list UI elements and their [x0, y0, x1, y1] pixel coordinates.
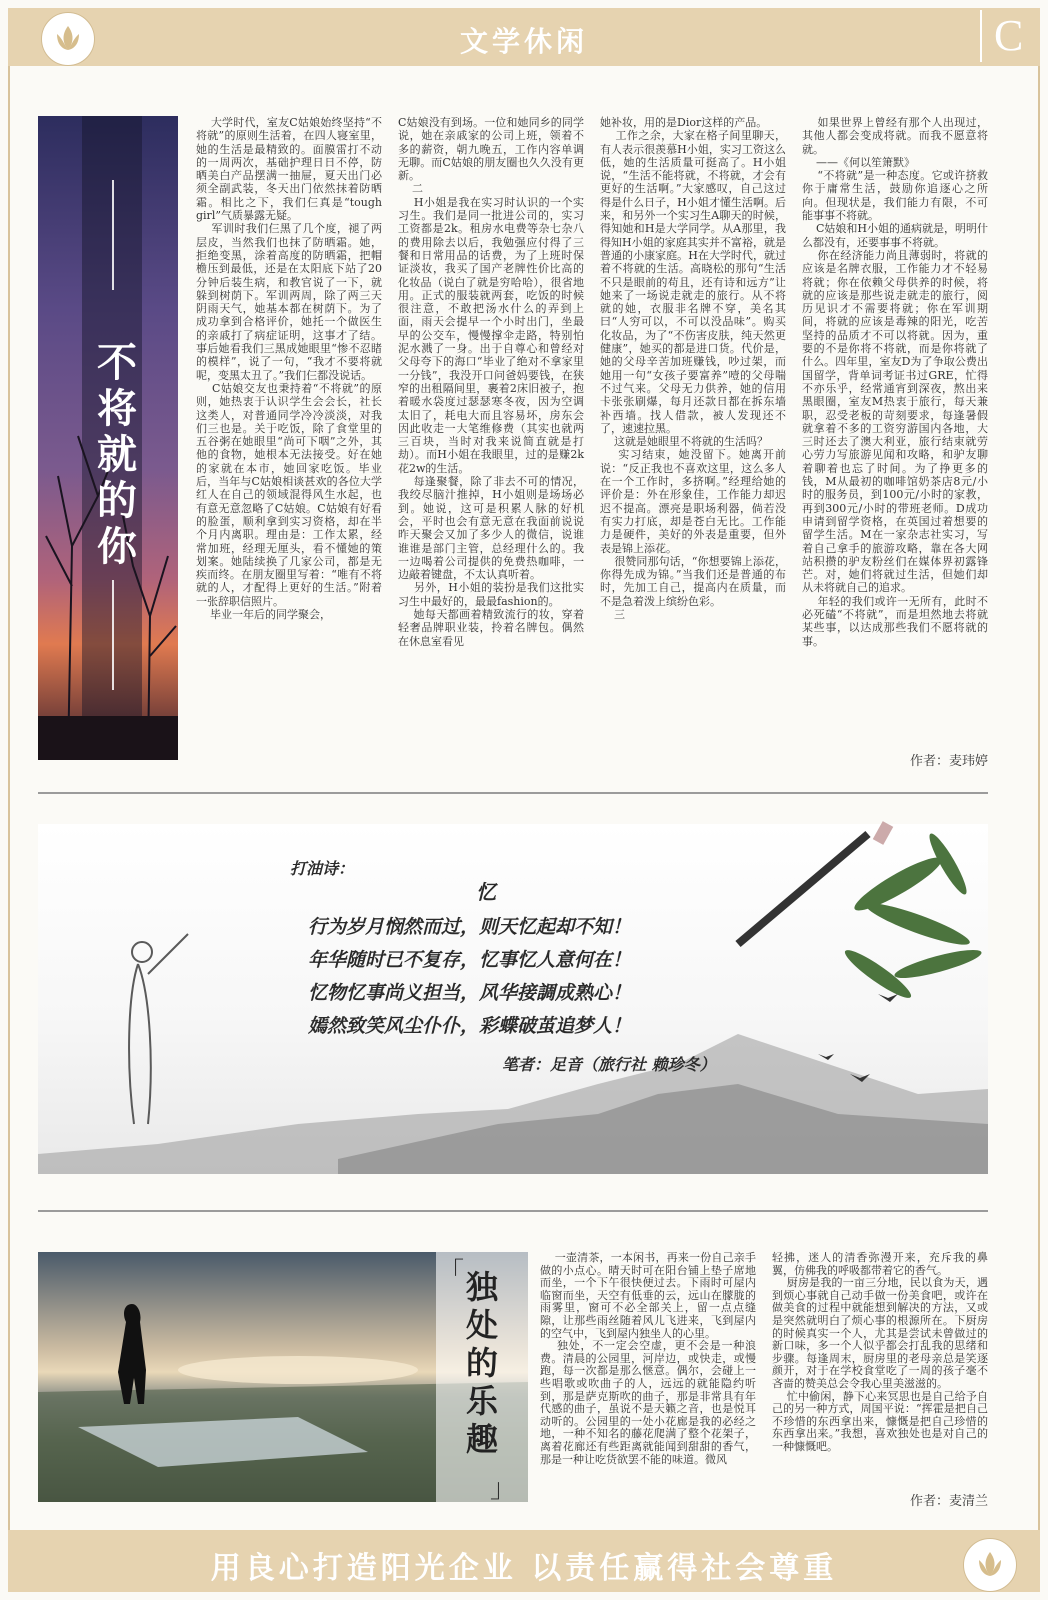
article3-author: 作者：麦清兰 [910, 1494, 989, 1509]
article1-column-2: C姑娘没有到场。一位和她同乡的同学说，她在亲戚家的公司上班，领着不多的薪资，朝九晚五，工作内容单调无聊。而C姑娘的朋友圈也久久没有更新。 二 H小姐是我在实习时认识的一个实习生。我们是同一批进公司的，实习工资都是2k。租房水电费等杂七杂八的费用除去以后，我勉强应付得了三餐和日常用品的话费，为了上班时保证淡妆，我买了国产老牌性价比高的化妆品（说白了就是穷哈哈），很省地用。正式的服装就两套，吃饭的时候很注意，不敢把汤水什么的弄到上面，雨天会提早一个小时出门，坐最早的公交车，慢慢撑伞走路，特别怕泥水溅了一身。出于自尊心和曾经对父母夸下的海口“毕业了绝对不拿家里一分钱”，我没开口问爸妈要钱，在狭窄的出租隔间里，裹着2床旧被子，抱着暖水袋度过瑟瑟寒冬夜，因为空调太旧了，耗电大而且容易坏，房东会因此收走一大笔维修费（其实也就两三百块，当时对我来说简直就是打劫）。而H小姐在我眼里，过的是赚2k花2w的生活。 每逢聚餐，除了非去不可的情况，我绞尽脑汁推掉，H小姐则是场场必到。她说，这可是积累人脉的好机会，平时也会有意无意在我面前说说昨天聚会又加了多少人的微信，说谁谁谁是部门主管，总经理什么的。我一边喝着公司提供的免费热咖啡，一边敲着键盘，不太认真听着。 另外，H小姐的装扮是我们这批实习生中最好的，最最fashion的。 她每天都画着精致流行的妆，穿着轻奢品牌职业装，拎着名牌包。偶然在休息室看见 [398, 116, 584, 648]
article1-column-4: 如果世界上曾经有那个人出现过，其他人都会变成将就。而我不愿意将就。 ——《何以笙箫默》 “不将就”是一种态度。它或许挤救你于庸常生活，鼓励你追逐心之所向。但现状是，我们能力有限，不可能事事不将就。 C姑娘和H小姐的通病就是，明明什么都没有，还要事事不将就。 你在经济能力尚且薄弱时，将就的应该是名牌衣服，工作能力才不轻易将就；你在依赖父母供养的时候，将就的应该是那些说走就走的旅行，阅历见识才不需要将就；你在军训期间，将就的应该是毒辣的阳光，吃苦坚持的品质才不可以将就。因为，重要的不是你将不将就，而是你将就了什么。四年里，室友D为了争取公费出国留学，背单词考证书过GRE，忙得不亦乐乎，经常通宵到深夜，熬出来黑眼圈，室友M热衷于旅行，每天兼职，忍受老板的苛刻要求，每逢暑假就拿着不多的工资穷游国内各地，大三时还去了澳大利亚，旅行结束就劳心劳力写旅游见闻和攻略，和驴友聊着聊着也忘了时间。为了挣更多的钱，M从最初的咖啡馆奶茶店8元/小时的服务员，到100元/小时的家教，再到300元/小时的带班老师。D成功申请到留学资格，在英国过着想要的留学生活。M在一家杂志社实习，写着自己拿手的旅游攻略，靠在各大网站积攒的驴友粉丝们在媒体界初露锋芒。对，她们将就过生活，但她们却从未将就自己的追求。 年轻的我们或许一无所有，此时不必死磕“不将就”，而是坦然地去将就某些事，以达成那些我们不愿将就的事。 [802, 116, 989, 648]
article1-column-3: 她补妆，用的是Dior这样的产品。 工作之余，大家在格子间里聊天，有人表示很羡慕H小姐，实习工资这么低，她的生活质量可挺高了。H小姐说，“生活不能将就，不将就，才会有更好的生活啊。”大家感叹，自己这过得是什么日子，H小姐才懂生活啊。后来，和另外一个实习生A聊天的时候，得知她和H是大学同学。从A那里，我得知H小姐的家庭其实并不富裕，就是普通的小康家庭。H在大学时代，就过着不将就的生活。高晓松的那句“生活不只是眼前的苟且，还有诗和远方”让她来了一场说走就走的旅行。从不将就的她，衣服非名牌不穿，美名其曰“人穷可以，不可以没品味”。购买化妆品，为了“不伤害皮肤，纯天然更健康”，她买的都是进口货。代价是，她的父母辛苦加班赚钱，吵过架，而她用一句“女孩子要富养”噎的父母喘不过气来。父母无力供养，她的信用卡张张刷爆，每月还款日都在拆东墙补西墙。找人借款，被人发现还不了，速速拉黑。 这就是她眼里不将就的生活吗？ 实习结束，她没留下。她离开前说：“反正我也不喜欢这里，这么多人在一个工作时，多挤啊。”经理给她的评价是：外在形象佳，工作能力却迟迟不提高。漂亮是职场利器，倘若没有实力打底，却是苍白无比。工作能力是硬件，美好的外表是重要，但外表是锦上添花。 很赞同那句话，“你想要锦上添花，你得先成为锦。”当我们还是普通的布时，先加工自己，提高内在质量，而不是急着泼上缤纷色彩。 三 [600, 116, 786, 621]
article3-close-quote: 」 [490, 1474, 517, 1504]
poem-line-4: 嫣然致笑风尘仆仆，彩蝶破茧追梦人！ [308, 1015, 632, 1037]
article3-title-char: 处 [465, 1306, 498, 1344]
article1-column-1: 大学时代，室友C姑娘始终坚持“不将就”的原则生活着，在四人寝室里，她的生活是最精致的。面膜雷打不动的一周两次，基础护理日日不停，防晒美白产品摆满一抽屉，夏天出门必须全副武装，冬天出门依然抹着防晒霜。相比之下，我们仨真是“tough girl”气质暴露无疑。 军训时我们仨黑了几个度，褪了两层皮，当然我们也抹了防晒霜。她，拒绝变黑，涂着高度的防晒霜，把帽檐压到最低，还是在太阳底下站了20分钟后装生病，和教官说了一下，就躲到树荫下。军训两周，除了两三天阴雨天气，她基本都在树荫下。为了成功拿到合格评价，她托一个做医生的亲戚打了病症证明，这事才了结。事后她看我们三黑成她眼里“惨不忍睹的模样”，说了一句，“我才不要将就呢，变黑太丑了。”我们仨都没说话。 C姑娘交友也秉持着“不将就”的原则，她热衷于认识学生会会长，社长这类人，对普通同学冷冷淡淡，对我们三也是。关于吃饭，除了食堂里的五谷粥在她眼里“尚可下咽”之外，其他的食物，她根本无法接受。好在她的家就在本市，她回家吃饭。毕业后，当年与C姑娘相谈甚欢的各位大学红人在自己的领域混得风生水起，也有意无意忽略了C姑娘。C姑娘有好看的脸蛋，顺利拿到实习资格，却在半个月内离职。理由是：工作太累，经常加班，经理无厘头，看不懂她的策划案。她陆续换了几家公司，都是无疾而终。在朋友圈里写着：“唯有不将就的人，才配得上更好的生活。”附着一张辞职信照片。 毕业一年后的同学聚会， [196, 116, 382, 621]
footer-slogan: 用良心打造阳光企业 以责任赢得社会尊重 [210, 1551, 838, 1586]
poem-line-1: 行为岁月悯然而过，则天忆起却不知！ [308, 916, 632, 938]
company-logo-icon [964, 1539, 1016, 1591]
article3-title-char: 乐 [465, 1382, 498, 1420]
article1-author: 作者：麦玮婷 [910, 754, 989, 769]
section-title: 文学休闲 [459, 25, 588, 58]
title-divider-top [112, 180, 114, 290]
article3-column-1: 一壶清茶，一本闲书，再来一份自己亲手做的小点心。晴天时可在阳台铺上垫子席地而坐，一个下午很快便过去。下雨时可屋内临窗而坐，天空有低垂的云，远山在朦胧的雨雾里，窗可不必全部关上，留一点点缝隙，让那些雨丝随着风儿飞进来，飞到屋内的空气中，飞到屋内独坐人的心里。 独处，不一定会空虚，更不会是一种浪费。清晨的公园里，河岸边，或快走，或慢跑，每一次都是那么惬意。偶尔，会碰上一些唱歌或吹曲子的人，远远的就能隐约听到，那是萨克斯吹的曲子，那是非常具有年代感的曲子，虽说不是天籁之音，也是悦耳动听的。公园里的一处小花廊是我的必经之地，一种不知名的藤花爬满了整个花架子，离着花廊还有些距离就能闻到甜甜的香气，那是一种让吃货欲罢不能的味道。微风 [540, 1251, 756, 1466]
article3-open-quote: 「 [438, 1258, 465, 1288]
poem-author: 笔者：足音（旅行社 赖珍冬） [502, 1055, 716, 1074]
poem-line-2: 年华随时已不复存，忆事忆人意何在！ [308, 949, 632, 971]
section-divider [38, 792, 988, 794]
section-letter: C [980, 10, 1023, 62]
poem-heading: 打油诗： [290, 859, 355, 878]
article3-title [452, 1268, 512, 1458]
article3-title-char: 独 [465, 1268, 498, 1306]
title-divider-bottom [112, 580, 114, 690]
poem-line-3: 忆物忆事尚义担当，风华接調成熟心！ [308, 982, 632, 1004]
section-divider [38, 1210, 988, 1212]
article3-title-char: 的 [465, 1344, 498, 1382]
poem-title: 忆 [476, 880, 496, 904]
article3-column-2: 轻拂，迷人的清香弥漫开来，充斥我的鼻翼，仿佛我的呼吸都带着它的香气。 厨房是我的一亩三分地，民以食为天，遇到烦心事就自己动手做一份美食吧，或许在做美食的过程中就能想到解决的方法，又或是突然就明白了烦心事的根源所在。下厨房的时候真实一个人，尤其是尝试未曾做过的新口味，多一个人似乎都会打乱我的思绪和步骤。每逢周末，厨房里的老母亲总是笑逐颜开，对于在学校食堂吃了一周的孩子毫不吝啬的赞美总会令我心里美滋滋的。 忙中偷闲，静下心来冥思也是自己给予自己的另一种方式，周国平说：“挥霍是把自己不珍惜的东西拿出来，慷慨是把自己珍惜的东西拿出来。”我想，喜欢独处也是对自己的一种慷慨吧。 [772, 1251, 988, 1453]
article1-title: 不将就的你 [97, 339, 137, 570]
article3-title-char: 趣 [465, 1420, 498, 1458]
